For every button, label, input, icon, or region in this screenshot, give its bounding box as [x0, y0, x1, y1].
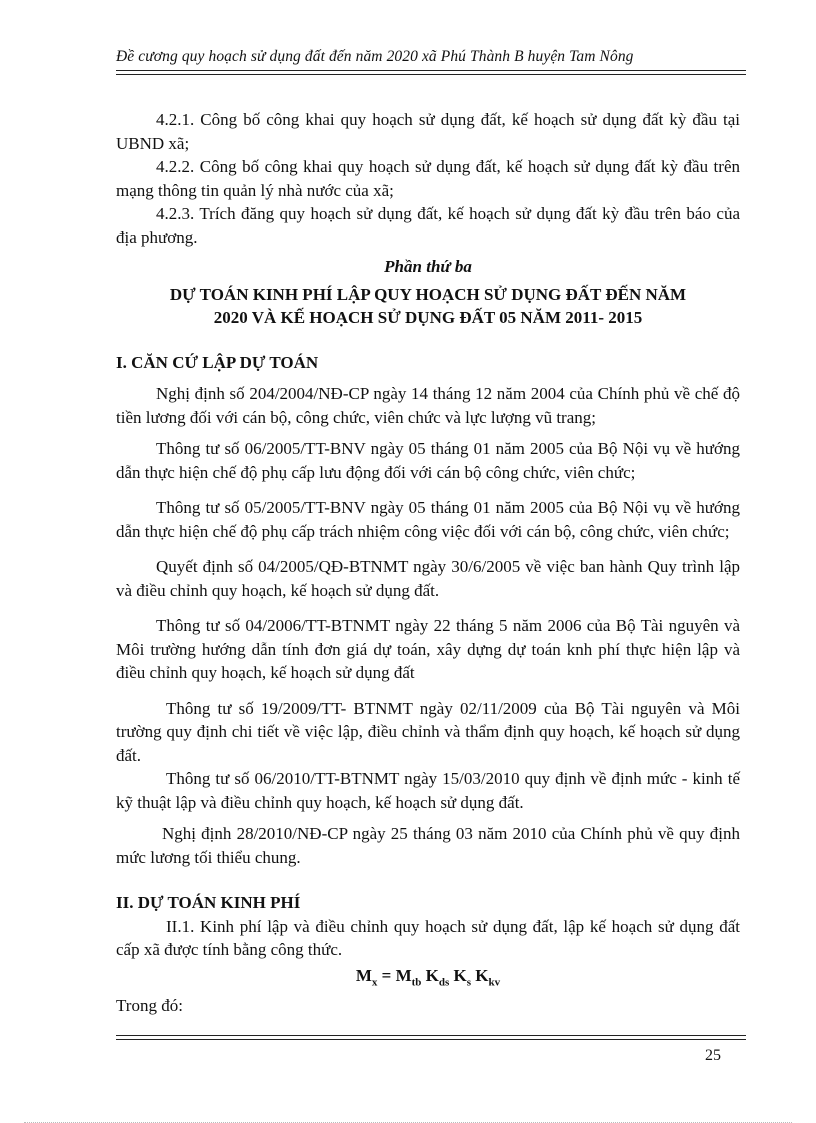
cost-formula: $M_x = M_{tb}$ $K_{ds}$ $K_s$ $K_{kv}$ [355, 965, 501, 988]
item-4-2-1: 4.2.1. Công bố công khai quy hoạch sử dụng đất, kế hoạch sử dụng đất kỳ đầu tại UBND xã; [116, 110, 740, 153]
section-2-paragraph: II.1. Kinh phí lập và điều chỉnh quy hoạch sử dụng đất, lập kế hoạch sử dụng đất cấp xã được tính bằng công thức. [116, 916, 740, 959]
main-title-line-1: DỰ TOÁN KINH PHÍ LẬP QUY HOẠCH SỬ DỤNG ĐẤT ĐẾN NĂM [169, 284, 687, 304]
basis-item: Nghị định số 204/2004/NĐ-CP ngày 14 tháng 12 năm 2004 của Chính phủ về chế độ tiền lương đối với cán bộ, công chức, viên chức và lực lượng vũ trang; [116, 384, 740, 427]
main-title-line-2: 2020 VÀ KẾ HOẠCH SỬ DỤNG ĐẤT 05 NĂM 2011- 2015 [213, 307, 643, 327]
header-rule-double [116, 74, 746, 75]
basis-item: Quyết định số 04/2005/QĐ-BTNMT ngày 30/6/2005 về việc ban hành Quy trình lập và điều chỉnh quy hoạch, kế hoạch sử dụng đất. [116, 557, 740, 600]
footer-rule [116, 1035, 746, 1036]
page-number: 25 [705, 1047, 721, 1064]
basis-item: Thông tư số 19/2009/TT- BTNMT ngày 02/11/2009 của Bộ Tài nguyên và Môi trường quy định chi tiết về việc lập, điều chỉnh và thẩm định quy hoạch, kế hoạch sử dụng đất. [116, 698, 740, 765]
basis-item: Thông tư số 06/2005/TT-BNV ngày 05 tháng 01 năm 2005 của Bộ Nội vụ về hướng dẫn thực hiện chế độ phụ cấp lưu động đối với cán bộ công chức, viên chức; [116, 439, 740, 482]
basis-item: Nghị định 28/2010/NĐ-CP ngày 25 tháng 03 năm 2010 của Chính phủ về quy định mức lương tối thiểu chung. [116, 824, 740, 867]
part-title: Phần thứ ba [384, 257, 472, 276]
section-2-heading: II. DỰ TOÁN KINH PHÍ [116, 893, 301, 912]
basis-item: Thông tư số 05/2005/TT-BNV ngày 05 tháng 01 năm 2005 của Bộ Nội vụ về hướng dẫn thực hiện chế độ phụ cấp trách nhiệm công việc đối với cán bộ, công chức, viên chức; [116, 498, 740, 541]
running-header: Đề cương quy hoạch sử dụng đất đến năm 2020 xã Phú Thành B huyện Tam Nông [116, 48, 634, 65]
basis-item: Thông tư số 06/2010/TT-BTNMT ngày 15/03/2010 quy định về định mức - kinh tế kỹ thuật lập và điều chỉnh quy hoạch, kế hoạch sử dụng đất. [116, 769, 740, 812]
item-4-2-2: 4.2.2. Công bố công khai quy hoạch sử dụng đất, kế hoạch sử dụng đất kỳ đầu trên mạng thông tin quản lý nhà nước của xã; [116, 157, 740, 200]
basis-item: Thông tư số 04/2006/TT-BTNMT ngày 22 tháng 5 năm 2006 của Bộ Tài nguyên và Môi trường hướng dẫn tính đơn giá dự toán, xây dựng dự toán knh phí thực hiện lập và điều chỉnh quy hoạch, kế hoạch sử dụng đất [116, 616, 740, 682]
item-4-2-3: 4.2.3. Trích đăng quy hoạch sử dụng đất, kế hoạch sử dụng đất kỳ đầu trên báo của địa phương. [116, 204, 740, 247]
footer-rule-double [116, 1039, 746, 1040]
header-rule [116, 70, 746, 71]
page-body [116, 108, 740, 1018]
section-1-heading: I. CĂN CỨ LẬP DỰ TOÁN [116, 352, 319, 372]
trong-do-label: Trong đó: [116, 996, 183, 1016]
